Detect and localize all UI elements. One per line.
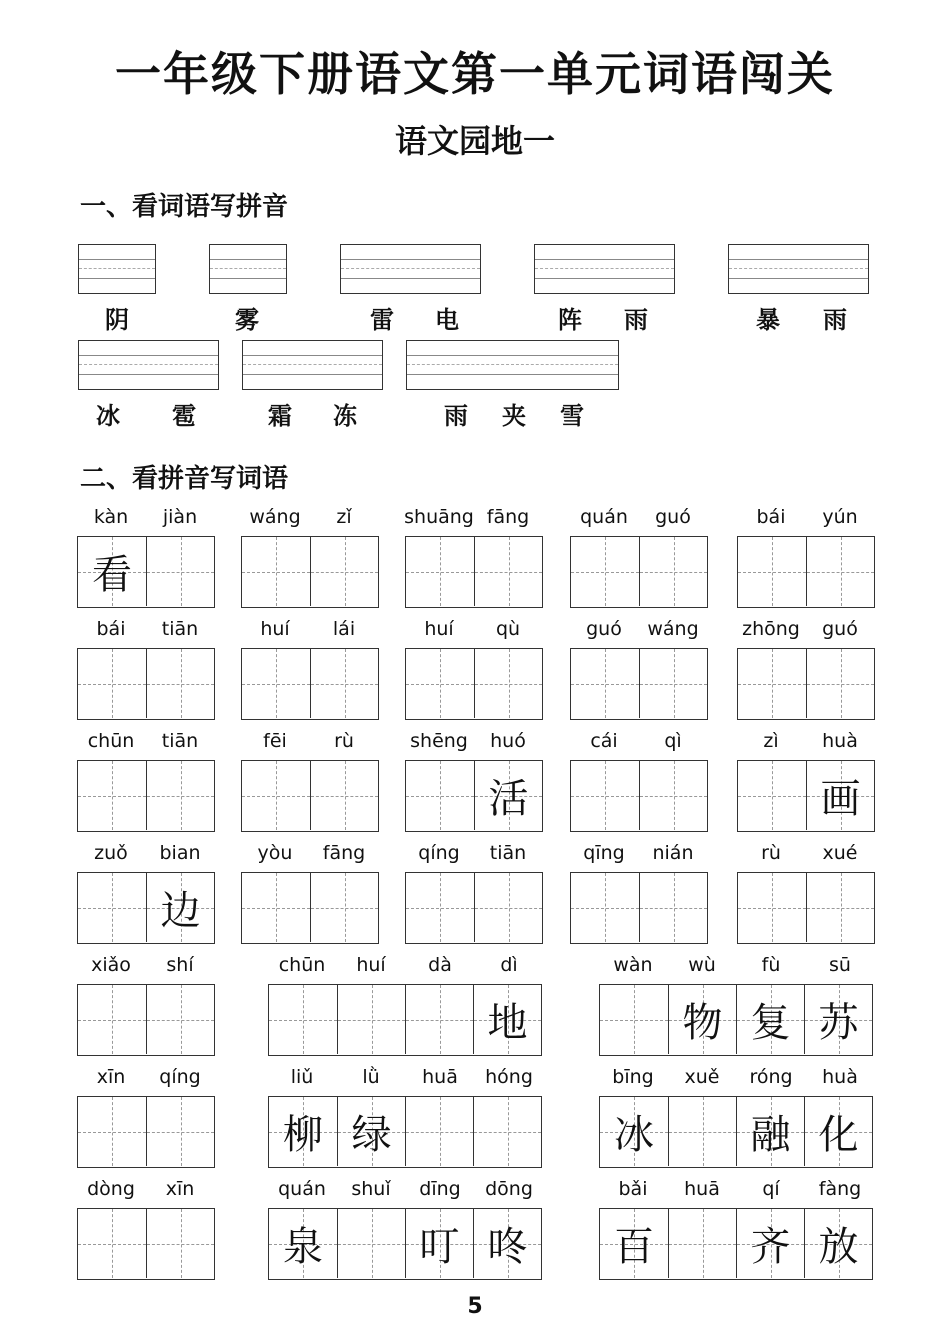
writing-cell[interactable] bbox=[639, 649, 707, 718]
tianzige-grid bbox=[77, 872, 215, 944]
pinyin-label: huí bbox=[424, 618, 454, 640]
word-character: 冻 bbox=[333, 401, 357, 430]
writing-cell[interactable] bbox=[571, 873, 639, 942]
writing-cell[interactable] bbox=[639, 537, 707, 606]
pinyin-label: kàn bbox=[93, 506, 129, 528]
cell-character bbox=[571, 649, 639, 718]
cell-character bbox=[78, 649, 146, 718]
cell-character bbox=[311, 873, 378, 942]
writing-cell[interactable] bbox=[738, 649, 806, 718]
cell-character: 齐 bbox=[750, 1224, 791, 1270]
word-character: 雷 bbox=[370, 305, 394, 334]
cell-character bbox=[78, 873, 146, 942]
pinyin-label: xiǎo bbox=[91, 954, 131, 976]
pinyin-label: bǎi bbox=[618, 1178, 648, 1200]
pinyin-label: fēi bbox=[263, 730, 287, 752]
pinyin-label: zuǒ bbox=[94, 842, 128, 864]
writing-cell[interactable] bbox=[405, 985, 473, 1054]
writing-cell[interactable] bbox=[571, 761, 639, 830]
cell-character: 看 bbox=[92, 552, 132, 598]
writing-cell[interactable] bbox=[668, 1209, 736, 1278]
pinyin-label: tiān bbox=[489, 842, 527, 864]
pinyin-label: jiàn bbox=[162, 506, 198, 528]
writing-cell[interactable] bbox=[242, 873, 310, 942]
pinyin-label: tiān bbox=[161, 618, 199, 640]
cell-character bbox=[807, 537, 874, 606]
cell-character bbox=[640, 649, 707, 718]
writing-cell[interactable] bbox=[804, 985, 872, 1054]
pinyin-label: guó bbox=[822, 618, 858, 640]
pinyin-label: zì bbox=[763, 730, 779, 752]
cell-character bbox=[475, 537, 542, 606]
writing-cell[interactable] bbox=[736, 985, 804, 1054]
cell-character: 泉 bbox=[283, 1224, 323, 1270]
writing-cell[interactable] bbox=[78, 649, 146, 718]
pinyin-label: xīn bbox=[165, 1178, 195, 1200]
pinyin-label: huà bbox=[822, 730, 858, 752]
writing-cell[interactable] bbox=[473, 985, 541, 1054]
pinyin-label: wàn bbox=[613, 954, 653, 976]
pinyin-label: quán bbox=[580, 506, 628, 528]
pinyin-label: huā bbox=[684, 1178, 720, 1200]
pinyin-writing-box[interactable] bbox=[534, 244, 675, 294]
tianzige-grid bbox=[737, 760, 875, 832]
pinyin-label: huí bbox=[356, 954, 386, 976]
tianzige-grid bbox=[241, 648, 379, 720]
pinyin-label: xīn bbox=[96, 1066, 126, 1088]
cell-character bbox=[669, 1097, 736, 1166]
writing-cell[interactable] bbox=[146, 1097, 214, 1166]
tianzige-grid bbox=[241, 536, 379, 608]
writing-cell[interactable] bbox=[146, 761, 214, 830]
pinyin-label: quán bbox=[278, 1178, 326, 1200]
writing-cell[interactable] bbox=[736, 1097, 804, 1166]
cell-character: 融 bbox=[750, 1112, 791, 1158]
cell-character bbox=[475, 873, 542, 942]
tianzige-grid bbox=[77, 536, 215, 608]
cell-character bbox=[242, 537, 310, 606]
writing-cell[interactable] bbox=[473, 1209, 541, 1278]
pinyin-label: bái bbox=[96, 618, 126, 640]
writing-cell[interactable] bbox=[242, 649, 310, 718]
word-character: 电 bbox=[435, 305, 459, 334]
cell-character bbox=[571, 537, 639, 606]
writing-cell[interactable] bbox=[78, 1209, 146, 1278]
word-character: 阴 bbox=[105, 305, 129, 334]
cell-character bbox=[406, 1097, 473, 1166]
pinyin-label: wáng bbox=[249, 506, 301, 528]
writing-cell[interactable] bbox=[600, 985, 668, 1054]
tianzige-grid bbox=[599, 984, 873, 1056]
section2-heading: 二、看拼音写词语 bbox=[80, 464, 289, 494]
pinyin-label: qíng bbox=[159, 1066, 201, 1088]
pinyin-label: qíng bbox=[418, 842, 460, 864]
writing-cell[interactable] bbox=[474, 873, 542, 942]
cell-character bbox=[242, 649, 310, 718]
pinyin-label: dīng bbox=[419, 1178, 461, 1200]
pinyin-writing-box[interactable] bbox=[78, 244, 156, 294]
page-title: 一年级下册语文第一单元词语闯关 bbox=[115, 47, 835, 101]
tianzige-grid bbox=[77, 984, 215, 1056]
cell-character bbox=[338, 985, 405, 1054]
cell-character bbox=[474, 1097, 541, 1166]
pinyin-label: wáng bbox=[647, 618, 699, 640]
word-character: 雨 bbox=[624, 305, 648, 334]
writing-cell[interactable] bbox=[310, 537, 378, 606]
cell-character bbox=[406, 985, 473, 1054]
cell-character: 苏 bbox=[818, 1000, 859, 1046]
writing-cell[interactable] bbox=[406, 649, 474, 718]
writing-cell[interactable] bbox=[269, 1209, 337, 1278]
tianzige-grid bbox=[737, 648, 875, 720]
writing-cell[interactable] bbox=[242, 761, 310, 830]
tianzige-grid bbox=[405, 760, 543, 832]
word-character: 雪 bbox=[560, 401, 584, 430]
writing-cell[interactable] bbox=[804, 1097, 872, 1166]
writing-cell[interactable] bbox=[146, 537, 214, 606]
writing-cell[interactable] bbox=[406, 761, 474, 830]
pinyin-label: dòng bbox=[87, 1178, 135, 1200]
writing-cell[interactable] bbox=[668, 1097, 736, 1166]
pinyin-label: shuǐ bbox=[351, 1178, 391, 1200]
writing-cell[interactable] bbox=[78, 985, 146, 1054]
pinyin-label: huí bbox=[260, 618, 290, 640]
cell-character bbox=[738, 649, 806, 718]
pinyin-label: cái bbox=[590, 730, 618, 752]
writing-cell[interactable] bbox=[310, 873, 378, 942]
cell-character bbox=[807, 649, 874, 718]
word-character: 雨 bbox=[444, 401, 468, 430]
writing-cell[interactable] bbox=[668, 985, 736, 1054]
cell-character bbox=[571, 873, 639, 942]
cell-character bbox=[242, 761, 310, 830]
pinyin-label: qì bbox=[664, 730, 682, 752]
pinyin-label: shuāng bbox=[404, 506, 474, 528]
pinyin-label: fù bbox=[761, 954, 781, 976]
pinyin-label: sū bbox=[829, 954, 851, 976]
cell-character bbox=[807, 873, 874, 942]
word-character: 雨 bbox=[823, 305, 847, 334]
pinyin-label: bian bbox=[159, 842, 201, 864]
page-subtitle: 语文园地一 bbox=[394, 122, 555, 160]
word-character: 霜 bbox=[268, 401, 292, 430]
pinyin-label: guó bbox=[586, 618, 622, 640]
writing-cell[interactable] bbox=[806, 761, 874, 830]
pinyin-label: xuě bbox=[684, 1066, 720, 1088]
cell-character bbox=[147, 985, 214, 1054]
cell-character bbox=[311, 761, 378, 830]
pinyin-label: hóng bbox=[485, 1066, 533, 1088]
cell-character: 化 bbox=[818, 1112, 859, 1158]
cell-character bbox=[738, 761, 806, 830]
word-character: 雹 bbox=[172, 401, 196, 430]
word-character: 雾 bbox=[235, 305, 259, 334]
pinyin-label: rù bbox=[334, 730, 354, 752]
cell-character bbox=[311, 537, 378, 606]
cell-character bbox=[640, 873, 707, 942]
pinyin-label: qīng bbox=[583, 842, 625, 864]
writing-cell[interactable] bbox=[474, 537, 542, 606]
cell-character bbox=[242, 873, 310, 942]
writing-cell[interactable] bbox=[337, 1097, 405, 1166]
pinyin-label: fāng bbox=[486, 506, 530, 528]
writing-cell[interactable] bbox=[736, 1209, 804, 1278]
tianzige-grid bbox=[570, 872, 708, 944]
cell-character bbox=[78, 1097, 146, 1166]
writing-cell[interactable] bbox=[269, 985, 337, 1054]
cell-character bbox=[571, 761, 639, 830]
cell-character: 活 bbox=[488, 776, 529, 822]
pinyin-label: huā bbox=[422, 1066, 458, 1088]
writing-cell[interactable] bbox=[405, 1209, 473, 1278]
pinyin-label: dà bbox=[428, 954, 452, 976]
writing-cell[interactable] bbox=[337, 1209, 405, 1278]
tianzige-grid bbox=[570, 760, 708, 832]
cell-character bbox=[600, 985, 668, 1054]
pinyin-label: zǐ bbox=[336, 506, 352, 528]
cell-character bbox=[269, 985, 337, 1054]
pinyin-label: yún bbox=[822, 506, 858, 528]
page-number: 5 bbox=[467, 1294, 483, 1319]
pinyin-label: guó bbox=[655, 506, 691, 528]
section1-heading: 一、看词语写拼音 bbox=[80, 192, 289, 222]
pinyin-label: qù bbox=[495, 618, 521, 640]
tianzige-grid bbox=[570, 648, 708, 720]
writing-cell[interactable] bbox=[473, 1097, 541, 1166]
writing-cell[interactable] bbox=[571, 537, 639, 606]
writing-cell[interactable] bbox=[806, 873, 874, 942]
pinyin-label: shēng bbox=[410, 730, 468, 752]
writing-cell[interactable] bbox=[310, 761, 378, 830]
pinyin-label: fāng bbox=[322, 842, 366, 864]
word-character: 阵 bbox=[558, 305, 582, 334]
pinyin-label: dì bbox=[500, 954, 518, 976]
cell-character bbox=[338, 1209, 405, 1278]
writing-cell[interactable] bbox=[78, 761, 146, 830]
tianzige-grid bbox=[599, 1208, 873, 1280]
pinyin-label: róng bbox=[749, 1066, 793, 1088]
tianzige-grid bbox=[405, 648, 543, 720]
word-character: 暴 bbox=[756, 305, 780, 334]
cell-character: 放 bbox=[818, 1224, 859, 1270]
pinyin-label: fàng bbox=[818, 1178, 862, 1200]
writing-cell[interactable] bbox=[738, 761, 806, 830]
pinyin-label: yòu bbox=[257, 842, 293, 864]
tianzige-grid bbox=[77, 648, 215, 720]
tianzige-grid bbox=[570, 536, 708, 608]
tianzige-grid bbox=[268, 1208, 542, 1280]
cell-character: 咚 bbox=[487, 1224, 528, 1270]
cell-character bbox=[147, 1209, 214, 1278]
pinyin-label: bái bbox=[756, 506, 786, 528]
cell-character: 百 bbox=[614, 1224, 654, 1270]
pinyin-label: lǜ bbox=[362, 1066, 380, 1088]
pinyin-label: huó bbox=[490, 730, 526, 752]
writing-cell[interactable] bbox=[146, 1209, 214, 1278]
pinyin-label: chūn bbox=[278, 954, 326, 976]
writing-cell[interactable] bbox=[738, 873, 806, 942]
pinyin-label: zhōng bbox=[742, 618, 800, 640]
writing-cell[interactable] bbox=[78, 873, 146, 942]
tianzige-grid bbox=[268, 984, 542, 1056]
cell-character bbox=[640, 761, 707, 830]
pinyin-label: dōng bbox=[485, 1178, 533, 1200]
writing-cell[interactable] bbox=[269, 1097, 337, 1166]
word-character: 夹 bbox=[502, 401, 526, 430]
tianzige-grid bbox=[737, 872, 875, 944]
tianzige-grid bbox=[268, 1096, 542, 1168]
tianzige-grid bbox=[77, 1208, 215, 1280]
cell-character bbox=[147, 537, 214, 606]
pinyin-label: rù bbox=[761, 842, 781, 864]
writing-cell[interactable] bbox=[806, 537, 874, 606]
cell-character bbox=[78, 761, 146, 830]
pinyin-writing-box[interactable] bbox=[242, 340, 383, 390]
pinyin-label: liǔ bbox=[290, 1066, 314, 1088]
pinyin-label: tiān bbox=[161, 730, 199, 752]
tianzige-grid bbox=[77, 1096, 215, 1168]
pinyin-label: chūn bbox=[87, 730, 135, 752]
pinyin-writing-box[interactable] bbox=[209, 244, 287, 294]
pinyin-writing-box[interactable] bbox=[728, 244, 869, 294]
tianzige-grid bbox=[599, 1096, 873, 1168]
cell-character bbox=[147, 761, 214, 830]
cell-character: 复 bbox=[750, 1000, 791, 1046]
writing-cell[interactable] bbox=[78, 537, 146, 606]
writing-cell[interactable] bbox=[804, 1209, 872, 1278]
writing-cell[interactable] bbox=[571, 649, 639, 718]
cell-character bbox=[311, 649, 378, 718]
writing-cell[interactable] bbox=[600, 1209, 668, 1278]
writing-cell[interactable] bbox=[146, 985, 214, 1054]
cell-character bbox=[147, 649, 214, 718]
pinyin-label: xué bbox=[822, 842, 858, 864]
cell-character bbox=[406, 761, 474, 830]
writing-cell[interactable] bbox=[738, 537, 806, 606]
writing-cell[interactable] bbox=[406, 873, 474, 942]
writing-cell[interactable] bbox=[406, 537, 474, 606]
pinyin-writing-box[interactable] bbox=[340, 244, 481, 294]
cell-character bbox=[475, 649, 542, 718]
cell-character bbox=[738, 873, 806, 942]
cell-character: 叮 bbox=[419, 1224, 460, 1270]
writing-cell[interactable] bbox=[310, 649, 378, 718]
cell-character bbox=[669, 1209, 736, 1278]
pinyin-label: lái bbox=[332, 618, 356, 640]
tianzige-grid bbox=[77, 760, 215, 832]
cell-character: 柳 bbox=[283, 1112, 323, 1158]
cell-character: 画 bbox=[820, 776, 861, 822]
pinyin-label: nián bbox=[652, 842, 694, 864]
pinyin-label: shí bbox=[166, 954, 194, 976]
pinyin-label: bīng bbox=[612, 1066, 654, 1088]
writing-cell[interactable] bbox=[405, 1097, 473, 1166]
cell-character bbox=[78, 985, 146, 1054]
cell-character bbox=[406, 649, 474, 718]
cell-character bbox=[640, 537, 707, 606]
word-character: 冰 bbox=[96, 401, 120, 430]
writing-cell[interactable] bbox=[242, 537, 310, 606]
cell-character bbox=[406, 873, 474, 942]
pinyin-label: qí bbox=[762, 1178, 780, 1200]
cell-character: 物 bbox=[682, 1000, 723, 1046]
tianzige-grid bbox=[405, 872, 543, 944]
writing-cell[interactable] bbox=[146, 873, 214, 942]
tianzige-grid bbox=[241, 872, 379, 944]
writing-cell[interactable] bbox=[600, 1097, 668, 1166]
pinyin-label: huà bbox=[822, 1066, 858, 1088]
writing-cell[interactable] bbox=[806, 649, 874, 718]
cell-character bbox=[406, 537, 474, 606]
writing-cell[interactable] bbox=[337, 985, 405, 1054]
tianzige-grid bbox=[241, 760, 379, 832]
cell-character bbox=[147, 1097, 214, 1166]
cell-character: 边 bbox=[160, 888, 201, 934]
cell-character bbox=[78, 1209, 146, 1278]
writing-cell[interactable] bbox=[474, 761, 542, 830]
cell-character: 冰 bbox=[614, 1112, 654, 1158]
writing-cell[interactable] bbox=[146, 649, 214, 718]
writing-cell[interactable] bbox=[639, 873, 707, 942]
cell-character bbox=[738, 537, 806, 606]
cell-character: 绿 bbox=[351, 1112, 392, 1158]
tianzige-grid bbox=[405, 536, 543, 608]
cell-character: 地 bbox=[487, 1000, 528, 1046]
writing-cell[interactable] bbox=[78, 1097, 146, 1166]
writing-cell[interactable] bbox=[639, 761, 707, 830]
tianzige-grid bbox=[737, 536, 875, 608]
pinyin-writing-box[interactable] bbox=[406, 340, 619, 390]
pinyin-label: wù bbox=[688, 954, 716, 976]
writing-cell[interactable] bbox=[474, 649, 542, 718]
pinyin-writing-box[interactable] bbox=[78, 340, 219, 390]
